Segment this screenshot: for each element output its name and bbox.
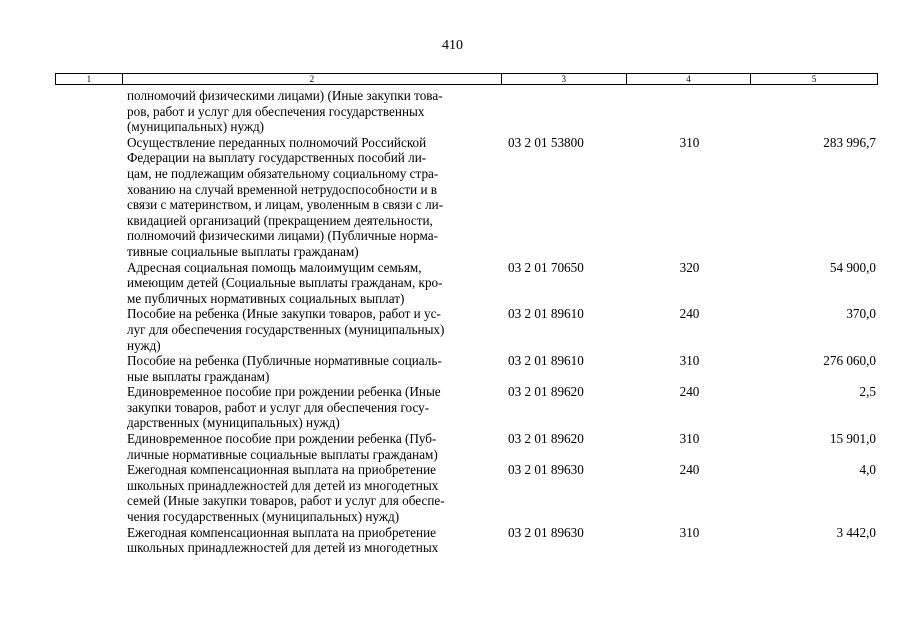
- row-number-cell: [55, 384, 122, 431]
- description-line: связи с материнством, и лицам, уволенным в связи с ли-: [127, 197, 444, 213]
- row-description: [122, 353, 502, 384]
- row-type: 240: [679, 384, 700, 400]
- description-line: личные нормативные социальные выплаты гражданам): [127, 446, 438, 462]
- description-line: Осуществление переданных полномочий Российской: [127, 134, 427, 150]
- row-description: [122, 135, 502, 260]
- description-line: ров, работ и услуг для обеспечения государственных: [127, 103, 425, 119]
- row-number-cell: [55, 260, 122, 307]
- description-line: тивные социальные выплаты гражданам): [127, 243, 359, 259]
- table-row: [55, 135, 878, 260]
- row-amount: 3 442,0: [836, 524, 876, 540]
- description-line: Пособие на ребенка (Публичные нормативные социаль-: [127, 353, 442, 369]
- row-number-cell: [55, 525, 122, 556]
- table-row: [55, 353, 878, 384]
- description-line: Единовременное пособие при рождении ребенка (Иные: [127, 384, 441, 400]
- row-type: 310: [679, 134, 700, 150]
- row-code: 03 2 01 89620: [508, 384, 584, 400]
- description-line: нужд): [127, 337, 161, 353]
- row-description: [122, 462, 502, 524]
- row-number-cell: [55, 431, 122, 462]
- row-type: 320: [679, 259, 700, 275]
- description-line: полномочий физическими лицами) (Иные закупки това-: [127, 88, 443, 103]
- description-line: Ежегодная компенсационная выплата на приобретение: [127, 462, 436, 478]
- description-line: хованию на случай временной нетрудоспособности и в: [127, 181, 438, 197]
- column-header-3: 3: [502, 74, 627, 84]
- row-amount: 54 900,0: [829, 259, 876, 275]
- description-line: Пособие на ребенка (Иные закупки товаров, работ и ус-: [127, 306, 441, 322]
- row-type: [627, 88, 752, 135]
- row-number-cell: [55, 353, 122, 384]
- row-type: 240: [679, 306, 700, 322]
- row-number-cell: [55, 135, 122, 260]
- description-line: школьных принадлежностей для детей из многодетных: [127, 477, 439, 493]
- description-line: луг для обеспечения государственных (муниципальных): [127, 321, 445, 337]
- table-body: [55, 88, 878, 556]
- row-code: 03 2 01 89610: [508, 306, 584, 322]
- description-line: школьных принадлежностей для детей из многодетных: [127, 540, 439, 556]
- table-row: [55, 260, 878, 307]
- description-line: имеющим детей (Социальные выплаты гражданам, кро-: [127, 275, 443, 291]
- row-number-cell: [55, 88, 122, 135]
- row-type: 310: [679, 524, 700, 540]
- row-type: 310: [679, 431, 700, 447]
- description-line: дарственных (муниципальных) нужд): [127, 415, 340, 431]
- column-header-4: 4: [627, 74, 752, 84]
- row-number-cell: [55, 462, 122, 524]
- description-line: квидацией организаций (прекращением деятельности,: [127, 212, 433, 228]
- row-description: [122, 384, 502, 431]
- table-row: [55, 462, 878, 524]
- description-line: закупки товаров, работ и услуг для обеспечения госу-: [127, 399, 430, 415]
- row-amount: 370,0: [846, 306, 876, 322]
- row-number-cell: [55, 306, 122, 353]
- description-line: Адресная социальная помощь малоимущим семьям,: [127, 259, 422, 275]
- table-row: [55, 88, 878, 135]
- row-amount: 276 060,0: [823, 353, 876, 369]
- row-amount: 2,5: [859, 384, 876, 400]
- row-type: 240: [679, 462, 700, 478]
- description-line: цам, не подлежащим обязательному социальному стра-: [127, 165, 439, 181]
- description-line: ные выплаты гражданам): [127, 368, 270, 384]
- row-description: [122, 306, 502, 353]
- row-code: [502, 88, 627, 135]
- row-code: 03 2 01 53800: [508, 134, 584, 150]
- row-code: 03 2 01 89620: [508, 431, 584, 447]
- row-description: [122, 88, 502, 135]
- page-number: 410: [442, 38, 463, 53]
- row-amount: 283 996,7: [823, 134, 876, 150]
- column-header-5: 5: [811, 74, 817, 84]
- description-line: Ежегодная компенсационная выплата на приобретение: [127, 524, 436, 540]
- row-amount: 15 901,0: [829, 431, 876, 447]
- row-amount: 4,0: [859, 462, 876, 478]
- row-description: [122, 525, 502, 556]
- row-code: 03 2 01 89610: [508, 353, 584, 369]
- description-line: Единовременное пособие при рождении ребенка (Пуб-: [127, 431, 437, 447]
- description-line: семей (Иные закупки товаров, работ и услуг для обеспе-: [127, 493, 445, 509]
- table-row: [55, 306, 878, 353]
- row-code: 03 2 01 89630: [508, 524, 584, 540]
- row-code: 03 2 01 89630: [508, 462, 584, 478]
- description-line: Федерации на выплату государственных пособий ли-: [127, 150, 427, 166]
- row-code: 03 2 01 70650: [508, 259, 584, 275]
- row-type: 310: [679, 353, 700, 369]
- row-amount: [752, 88, 878, 135]
- description-line: ме публичных нормативных социальных выплат): [127, 290, 405, 306]
- table-row: [55, 384, 878, 431]
- table-row: [55, 431, 878, 462]
- table-column-header-row: [55, 73, 878, 85]
- column-header-1: 1: [56, 74, 123, 84]
- row-description: [122, 260, 502, 307]
- description-line: чения государственных (муниципальных) нужд): [127, 509, 400, 525]
- description-line: (муниципальных) нужд): [127, 119, 265, 135]
- column-header-2: 2: [123, 74, 502, 84]
- description-line: полномочий физическими лицами) (Публичные норма-: [127, 228, 439, 244]
- table-row: [55, 525, 878, 556]
- row-description: [122, 431, 502, 462]
